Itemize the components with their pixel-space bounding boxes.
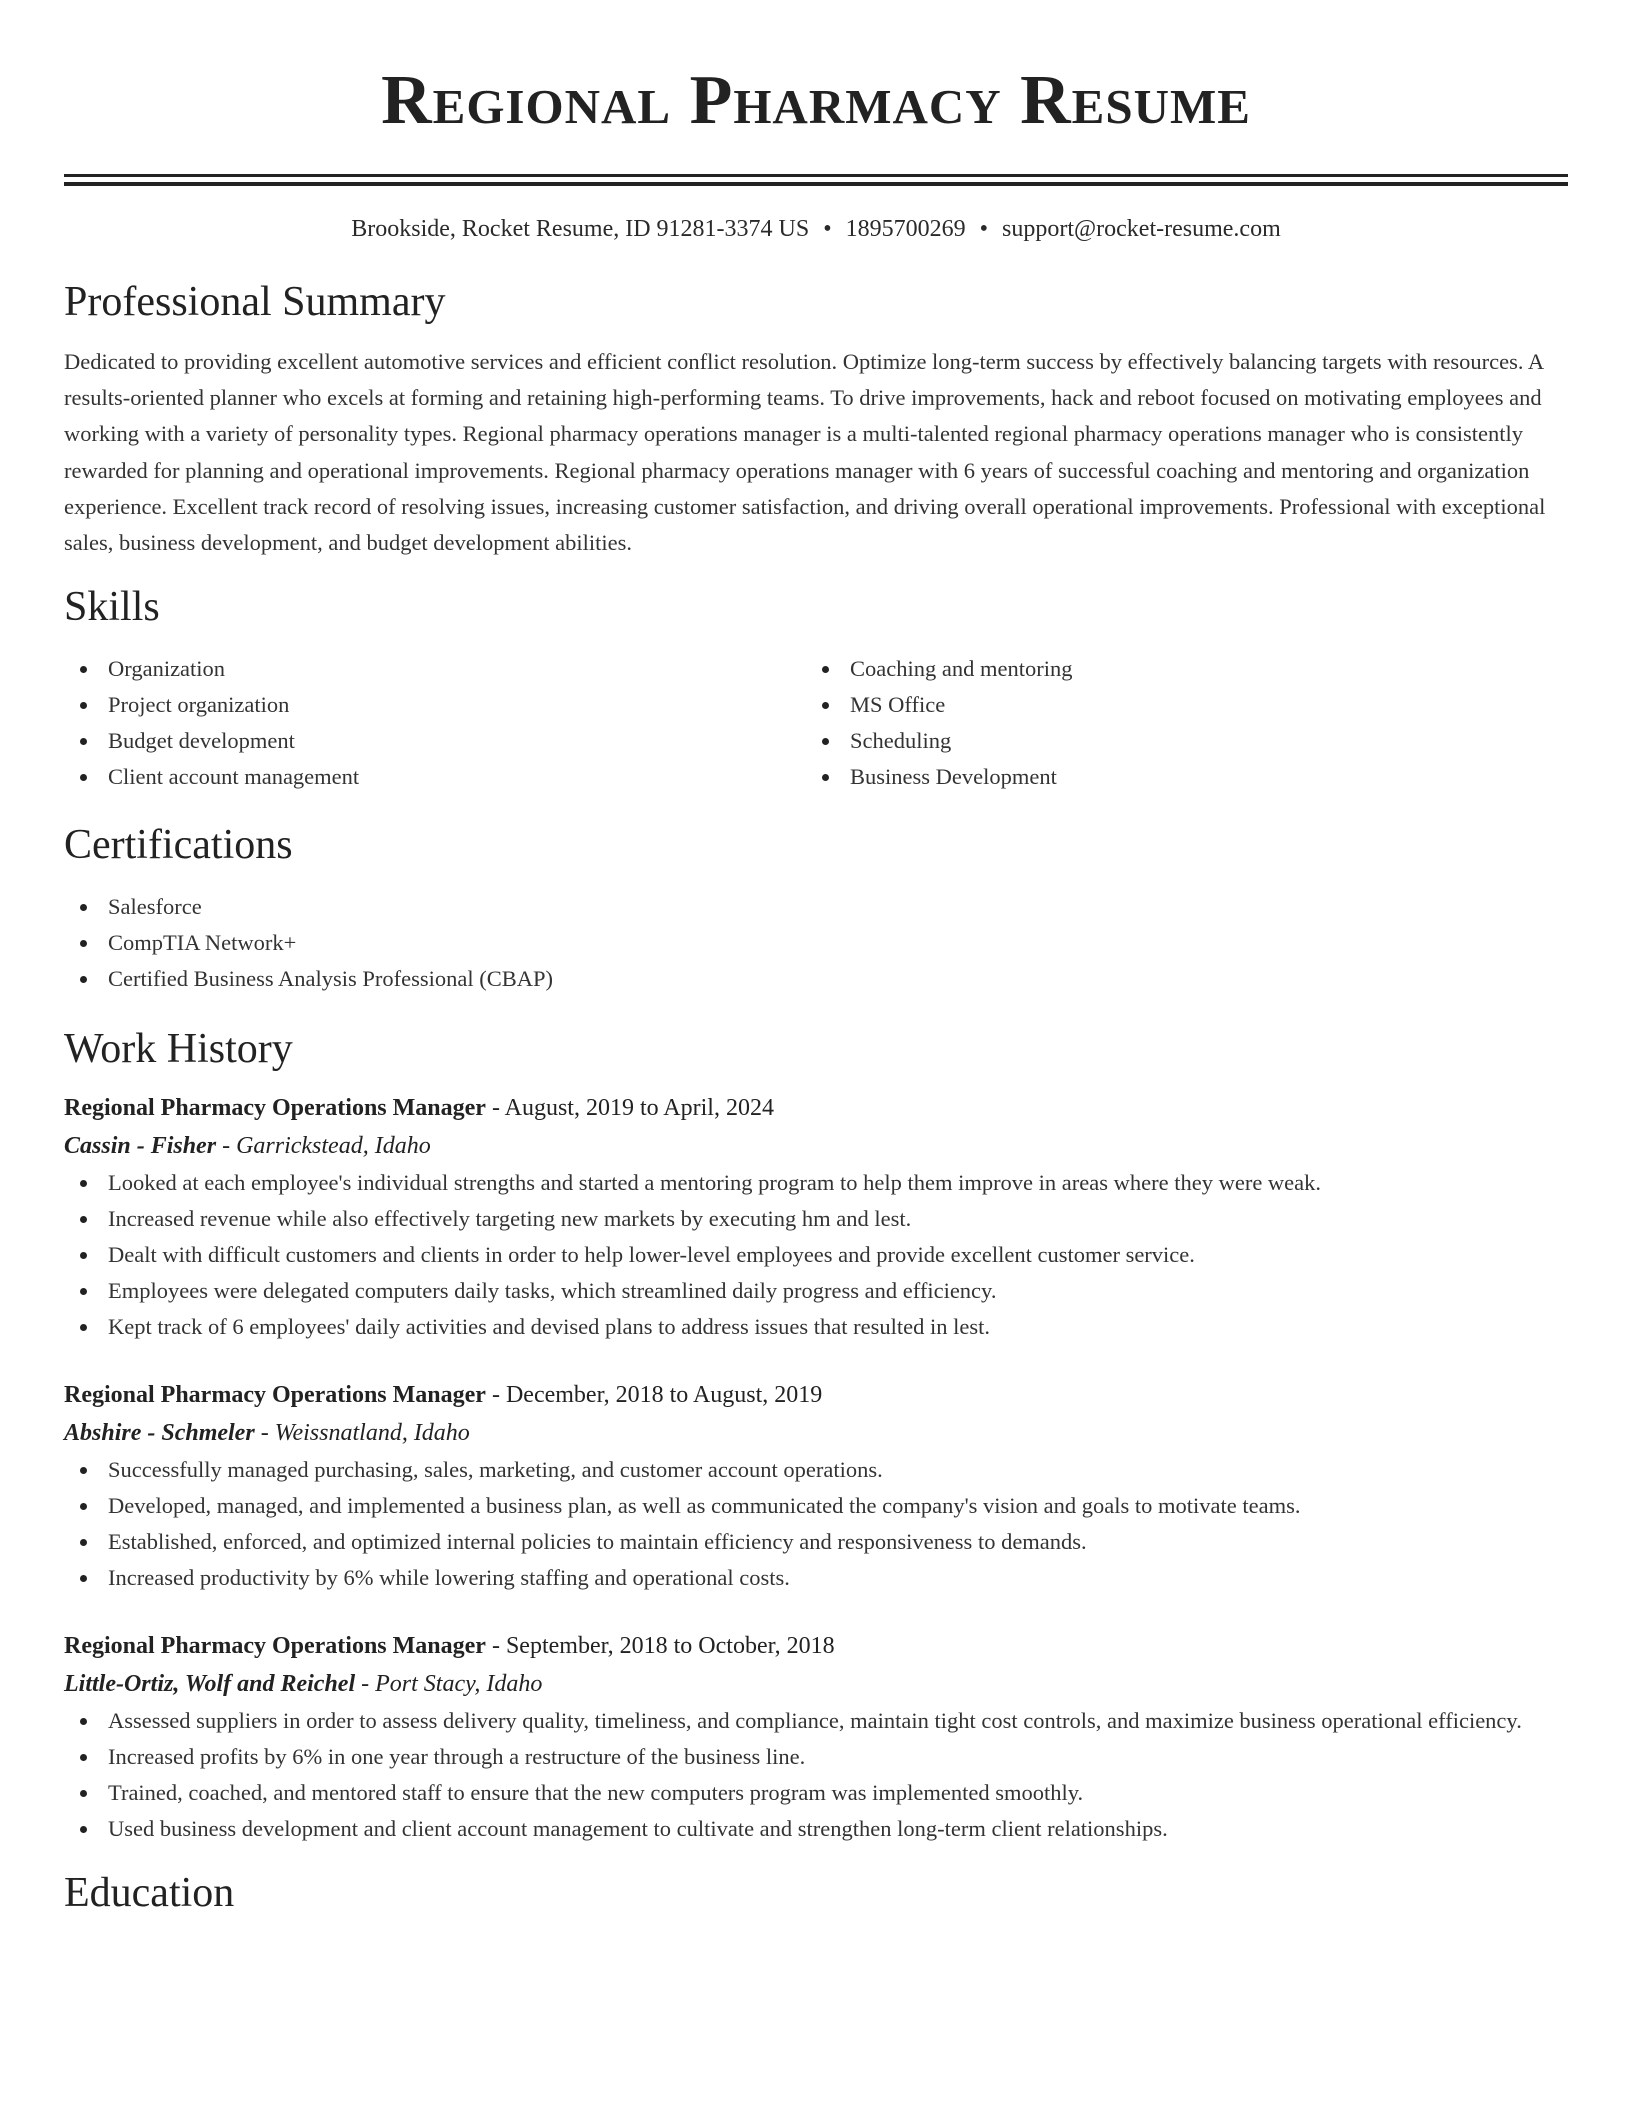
skill-item: Client account management [64,759,806,795]
certification-item: Certified Business Analysis Professional (CBAP) [64,961,1568,997]
certifications-heading: Certifications [64,822,293,869]
skill-item: Scheduling [806,723,1568,759]
job-bullet: Increased productivity by 6% while lowering staffing and operational costs. [64,1560,1568,1596]
contact-address: Brookside, Rocket Resume, ID 91281-3374 US [351,216,810,242]
job-bullet: Used business development and client account management to cultivate and strengthen long-term client relationships. [64,1811,1568,1847]
skill-item: Budget development [64,723,806,759]
job-bullet: Increased profits by 6% in one year through a restructure of the business line. [64,1739,1568,1775]
job-location: Garrickstead, Idaho [236,1133,431,1160]
skill-item: Organization [64,651,806,687]
job-bullet: Assessed suppliers in order to assess delivery quality, timeliness, and compliance, maintain tight cost controls, and maximize business operational efficiency. [64,1703,1568,1739]
job-title-line: Regional Pharmacy Operations Manager - September, 2018 to October, 2018 [64,1633,835,1660]
skill-item: Coaching and mentoring [806,651,1568,687]
job-bullet: Dealt with difficult customers and clients in order to help lower-level employees and provide excellent customer service. [64,1237,1568,1273]
skill-item: Project organization [64,687,806,723]
job-dates: December, 2018 to August, 2019 [505,1382,823,1409]
contact-separator: • [979,216,989,242]
education-heading: Education [64,1870,235,1917]
skill-item: Business Development [806,759,1568,795]
job-entry [64,1376,1568,1596]
summary-text: Dedicated to providing excellent automotive services and efficient conflict resolution. Optimize long-term success by effectively balancing targets with resources. A results-oriented planner who excels at forming and retaining high-performing teams. To drive improvements, hack and reboot focused on motivating employees and working with a variety of personality types. Regional pharmacy operations manager is a multi-talented regional pharmacy operations manager who is consistently rewarded for planning and operational improvements. Regional pharmacy operations manager with 6 years of successful coaching and mentoring and organization experience. Excellent track record of resolving issues, increasing customer satisfaction, and driving overall operational improvements. Professional with exceptional sales, business development, and budget development abilities. [64,349,1546,556]
skills-column-right [806,651,1568,795]
job-title: Regional Pharmacy Operations Manager [64,1382,486,1409]
job-bullets [64,1703,1568,1847]
skills-list [64,651,1568,795]
contact-line [64,212,1568,246]
job-bullet: Developed, managed, and implemented a business plan, as well as communicated the company's vision and goals to motivate teams. [64,1488,1568,1524]
job-bullet: Kept track of 6 employees' daily activities and devised plans to address issues that resulted in lest. [64,1309,1568,1345]
job-bullets [64,1165,1568,1345]
job-company-line: Little-Ortiz, Wolf and Reichel - Port Stacy, Idaho [64,1671,543,1698]
job-dates: September, 2018 to October, 2018 [505,1633,835,1660]
job-company: Abshire - Schmeler [64,1420,255,1447]
job-location: Port Stacy, Idaho [375,1671,543,1698]
job-title-line: Regional Pharmacy Operations Manager - August, 2019 to April, 2024 [64,1095,774,1122]
title-divider [64,174,1568,186]
contact-phone: 1895700269 [845,216,966,242]
certifications-list [64,889,1568,997]
job-bullets [64,1452,1568,1596]
skill-item: MS Office [806,687,1568,723]
job-title: Regional Pharmacy Operations Manager [64,1095,486,1122]
contact-email: support@rocket-resume.com [1002,216,1281,242]
skills-column-left [64,651,806,795]
job-bullet: Established, enforced, and optimized internal policies to maintain efficiency and responsiveness to demands. [64,1524,1568,1560]
job-title: Regional Pharmacy Operations Manager [64,1633,486,1660]
job-dates: August, 2019 to April, 2024 [504,1095,774,1122]
job-company: Cassin - Fisher [64,1133,217,1160]
job-bullet: Increased revenue while also effectively targeting new markets by executing hm and lest. [64,1201,1568,1237]
job-location: Weissnatland, Idaho [274,1420,470,1447]
certification-item: CompTIA Network+ [64,925,1568,961]
job-bullet: Trained, coached, and mentored staff to ensure that the new computers program was implemented smoothly. [64,1775,1568,1811]
job-company: Little-Ortiz, Wolf and Reichel [64,1671,356,1698]
job-bullet: Looked at each employee's individual strengths and started a mentoring program to help them improve in areas where they were weak. [64,1165,1568,1201]
job-entry [64,1627,1568,1847]
contact-separator: • [823,216,832,242]
resume-title: Regional Pharmacy Resume [381,62,1251,139]
job-bullet: Employees were delegated computers daily tasks, which streamlined daily progress and efficiency. [64,1273,1568,1309]
skills-heading: Skills [64,584,160,631]
job-entry [64,1089,1568,1345]
job-bullet: Successfully managed purchasing, sales, marketing, and customer account operations. [64,1452,1568,1488]
job-title-line: Regional Pharmacy Operations Manager - December, 2018 to August, 2019 [64,1382,823,1409]
certification-item: Salesforce [64,889,1568,925]
job-company-line: Abshire - Schmeler - Weissnatland, Idaho [64,1420,470,1447]
work-history-heading: Work History [64,1026,293,1073]
summary-heading: Professional Summary [64,279,446,325]
job-company-line: Cassin - Fisher - Garrickstead, Idaho [64,1133,431,1160]
